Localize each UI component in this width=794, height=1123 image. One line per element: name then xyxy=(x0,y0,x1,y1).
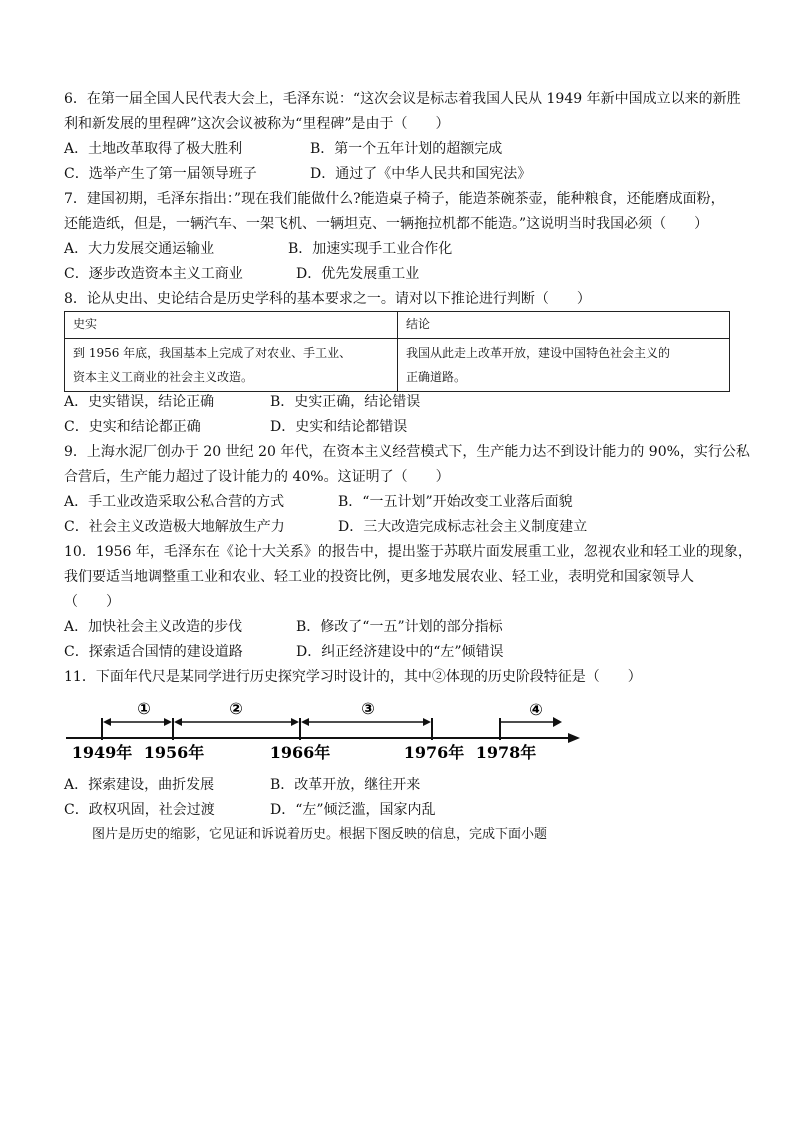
q8-table-head-conclusion: 结论 xyxy=(398,312,730,339)
q8-table xyxy=(64,311,730,392)
q11-option-c[interactable]: C．政权巩固，社会过渡 xyxy=(64,802,215,818)
timeline-segment-3 xyxy=(301,718,431,726)
timeline-segment-2 xyxy=(174,718,299,726)
q6-stem-line2: 利和新发展的里程碑”这次会议被称为“里程碑”是由于（ ） xyxy=(64,116,450,132)
q8-table-fact xyxy=(65,339,398,392)
q10-option-a[interactable]: A．加快社会主义改造的步伐 xyxy=(64,619,243,635)
q6-option-d[interactable]: D．通过了《中华人民共和国宪法》 xyxy=(310,166,532,182)
q10-stem-line2: 我们要适当地调整重工业和农业、轻工业的投资比例，更多地发展农业、轻工业，表明党和国家领导人 xyxy=(64,569,694,585)
q6-option-a[interactable]: A．土地改革取得了极大胜利 xyxy=(64,141,243,157)
q8-option-c[interactable]: C．史实和结论都正确 xyxy=(64,419,201,435)
q7-option-a[interactable]: A．大力发展交通运输业 xyxy=(64,241,215,257)
q11-option-a[interactable]: A．探索建设，曲折发展 xyxy=(64,777,215,793)
q7-stem-line1: 7．建国初期，毛泽东指出：”现在我们能做什么?能造桌子椅子，能造茶碗茶壶，能种粮食，还能磨成面粉， xyxy=(64,191,725,207)
q7-option-c[interactable]: C．逐步改造资本主义工商业 xyxy=(64,266,243,282)
q8-fact-line1: 到 1956 年底，我国基本上完成了对农业、手工业、 xyxy=(73,346,352,360)
timeline-year-1976: 1976年 xyxy=(403,743,465,762)
q6-stem-line1: 6．在第一届全国人民代表大会上，毛泽东说：“这次会议是标志着我国人民从 1949 年新中国成立以来的新胜 xyxy=(64,91,741,107)
q10-stem-line3: （ ） xyxy=(64,594,120,610)
q9-option-d[interactable]: D．三大改造完成标志社会主义制度建立 xyxy=(338,519,588,535)
timeline-segment-label-4: ④ xyxy=(529,700,543,719)
q8-fact-line2: 资本主义工商业的社会主义改造。 xyxy=(73,370,254,384)
q11-option-d[interactable]: D．“左”倾泛滥，国家内乱 xyxy=(270,802,436,818)
timeline-segment-label-2: ② xyxy=(229,699,243,718)
q7-option-d[interactable]: D．优先发展重工业 xyxy=(296,266,420,282)
q8-option-a[interactable]: A．史实错误，结论正确 xyxy=(64,394,215,410)
q9-option-c[interactable]: C．社会主义改造极大地解放生产力 xyxy=(64,519,285,535)
q9-stem-line2: 合营后，生产能力超过了设计能力的 40%。这证明了（ ） xyxy=(64,469,450,485)
q9-option-b[interactable]: B．“一五计划”开始改变工业落后面貌 xyxy=(338,494,573,510)
q10-option-d[interactable]: D．纠正经济建设中的“左”倾错误 xyxy=(296,644,504,660)
timeline-year-1966: 1966年 xyxy=(269,743,331,762)
q8-table-head-fact: 史实 xyxy=(65,312,398,339)
q8-table-conclusion xyxy=(398,339,730,392)
timeline-segment-1 xyxy=(103,718,172,726)
timeline-segment-label-1: ① xyxy=(137,699,151,718)
timeline-year-1956: 1956年 xyxy=(143,743,205,762)
q9-stem-line1: 9．上海水泥厂创办于 20 世纪 20 年代，在资本主义经营模式下，生产能力达不到设计能力的 90%，实行公私 xyxy=(64,444,750,460)
q6-option-b[interactable]: B．第一个五年计划的超额完成 xyxy=(310,141,503,157)
q7-stem-line2: 还能造纸，但是，一辆汽车、一架飞机、一辆坦克、一辆拖拉机都不能造。”这说明当时我国必须（ ） xyxy=(64,216,709,232)
q10-option-c[interactable]: C．探索适合国情的建设道路 xyxy=(64,644,243,660)
q8-option-d[interactable]: D．史实和结论都错误 xyxy=(270,419,408,435)
timeline-figure xyxy=(60,694,590,764)
q8-stem: 8．论从史出、史论结合是历史学科的基本要求之一。请对以下推论进行判断（ ） xyxy=(64,291,591,307)
section-instruction: 图片是历史的缩影，它见证和诉说着历史。根据下图反映的信息，完成下面小题 xyxy=(92,827,548,842)
timeline-axis-arrow xyxy=(568,733,580,743)
q9-option-a[interactable]: A．手工业改造采取公私合营的方式 xyxy=(64,494,285,510)
q10-stem-line1: 10．1956 年，毛泽东在《论十大关系》的报告中，提出鉴于苏联片面发展重工业，忽视农业和轻工业的现象， xyxy=(64,544,752,560)
timeline-year-1949: 1949年 xyxy=(71,743,133,762)
q8-option-b[interactable]: B．史实正确，结论错误 xyxy=(270,394,421,410)
q10-option-b[interactable]: B．修改了“一五”计划的部分指标 xyxy=(296,619,503,635)
q6-option-c[interactable]: C．选举产生了第一届领导班子 xyxy=(64,166,257,182)
timeline-segment-label-3: ③ xyxy=(361,699,375,718)
timeline-year-1978: 1978年 xyxy=(475,743,537,762)
q8-conclusion-line1: 我国从此走上改革开放，建设中国特色社会主义的 xyxy=(406,346,671,360)
q11-stem: 11．下面年代尺是某同学进行历史探究学习时设计的，其中②体现的历史阶段特征是（ ） xyxy=(64,669,642,685)
q7-option-b[interactable]: B．加速实现手工业合作化 xyxy=(288,241,453,257)
q8-conclusion-line2: 正确道路。 xyxy=(406,370,467,384)
q11-option-b[interactable]: B．改革开放，继往开来 xyxy=(270,777,421,793)
